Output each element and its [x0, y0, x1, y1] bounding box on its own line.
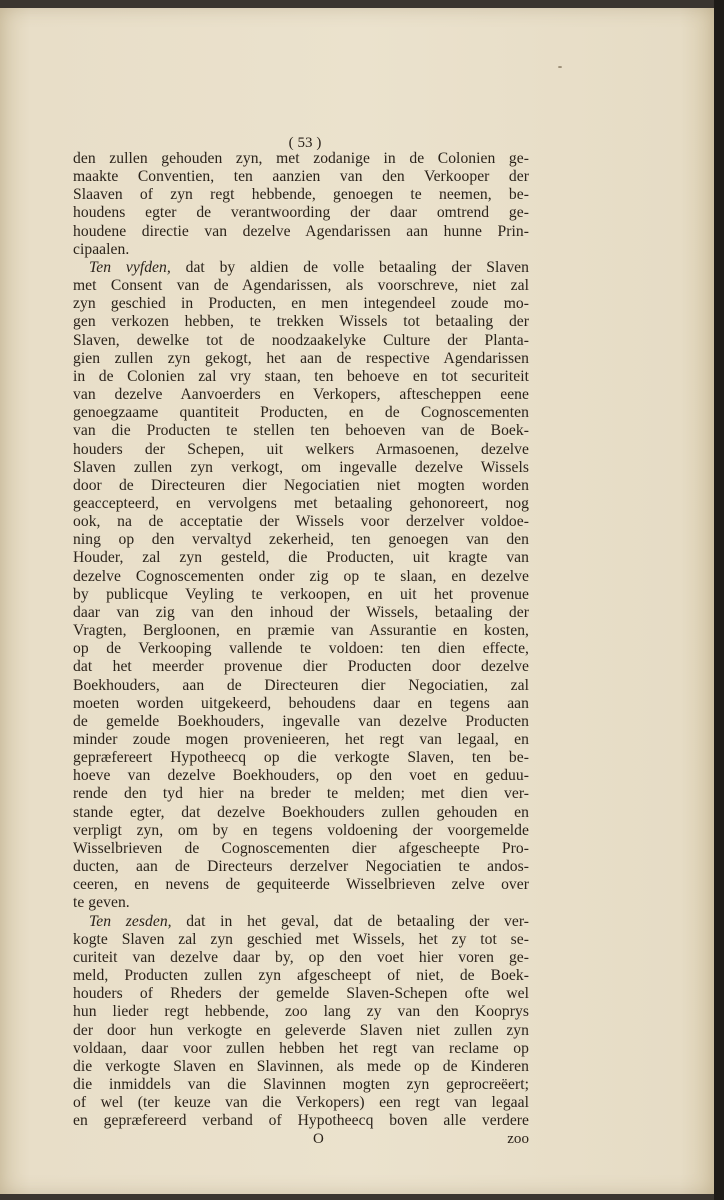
- text-block: [73, 132, 529, 1150]
- text-line: ning op den vervaltyd zekerheid, ten genoegen van den: [73, 531, 529, 549]
- text-line: verpligt zyn, om by en tegens voldoening der voorgemelde: [73, 821, 529, 839]
- text-line: houdene directie van dezelve Agendarissen aan hunne Prin-: [73, 222, 529, 240]
- catchword: zoo: [507, 1131, 529, 1148]
- paragraph-ten-vyfden: [73, 259, 529, 913]
- text-line: Houder, zal zyn gesteld, die Producten, uit kragte van: [73, 549, 529, 567]
- text-line: te geven.: [73, 894, 130, 912]
- text-line: of wel (ter keuze van die Verkopers) een regt van legaal: [73, 1094, 529, 1112]
- text-line: in de Colonien zal vry staan, ten behoeve en tot securiteit: [73, 367, 529, 385]
- text-line: zyn geschied in Producten, en men integendeel zoude mo-: [73, 295, 529, 313]
- page-number: ( 53 ): [288, 135, 322, 151]
- scan-edge: [714, 0, 724, 1200]
- text-line: genoegzaame quantiteit Producten, en de Cognoscementen: [73, 404, 529, 422]
- paper-speck: [558, 66, 562, 68]
- text-line: dat het meerder provenue dier Producten door dezelve: [73, 658, 529, 676]
- text-line: ducten, aan de Directeurs derzelver Negociatien te andos-: [73, 858, 529, 876]
- paragraph-lead: Ten vyfden,: [89, 258, 171, 276]
- text-line: van die Producten te stellen ten behoeven van de Boek-: [73, 422, 529, 440]
- text-line: [73, 913, 529, 931]
- text-line: dezelve Cognoscementen onder zig op te slaan, en dezelve: [73, 567, 529, 585]
- text-line: houdens egter de verantwoording der daar omtrend ge-: [73, 204, 529, 222]
- page-footer: [73, 1130, 529, 1150]
- text-line: geaccepteerd, en vervolgens met betaaling gehonoreert, nog: [73, 494, 529, 512]
- text-line: ceeren, en nevens de gequiteerde Wisselbrieven zelve over: [73, 876, 529, 894]
- text-line: van dezelve Aanvoerders en Verkopers, aftescheppen eene: [73, 386, 529, 404]
- text-line: Wisselbrieven de Cognoscementen dier afgescheepte Pro-: [73, 839, 529, 857]
- text-line: houders der Schepen, uit welkers Armasoenen, dezelve: [73, 440, 529, 458]
- text-line: gien zullen zyn gekogt, het aan de respective Agendarissen: [73, 349, 529, 367]
- text-line: met Consent van de Agendarissen, als voorschreve, niet zal: [73, 277, 529, 295]
- text-line: en gepræfereerd verband of Hypotheecq boven alle verdere: [73, 1112, 529, 1130]
- text-line: die inmiddels van die Slavinnen mogten zyn geprocreëert;: [73, 1075, 529, 1093]
- text-line: ook, na de acceptatie der Wissels voor derzelver voldoe-: [73, 513, 529, 531]
- text-line-rest: dat in het geval, dat de betaaling der ver-: [186, 912, 529, 930]
- text-line: Boekhouders, aan de Directeuren dier Negociatien, zal: [73, 676, 529, 694]
- text-line: hoeve van dezelve Boekhouders, op den voet en geduu-: [73, 767, 529, 785]
- text-line: op de Verkooping vallende te voldoen: ten dien effecte,: [73, 640, 529, 658]
- text-line: Slaven zullen zyn verkogt, om ingevalle dezelve Wissels: [73, 458, 529, 476]
- text-line: de gemelde Boekhouders, ingevalle van dezelve Producten: [73, 712, 529, 730]
- text-line: Vragten, Bergloonen, en præmie van Assurantie en kosten,: [73, 622, 529, 640]
- text-line: voldaan, daar voor zullen hebben het regt van reclame op: [73, 1039, 529, 1057]
- paragraph-lead: Ten zesden,: [89, 912, 172, 930]
- text-line: by publicque Veyling te verkoopen, en uit het provenue: [73, 585, 529, 603]
- text-line: cipaalen.: [73, 240, 130, 258]
- text-line-rest: dat by aldien de volle betaaling der Slaven: [185, 258, 529, 276]
- text-line: minder zoude mogen provenieeren, het regt van legaal, en: [73, 731, 529, 748]
- text-line: meld, Producten zullen zyn afgescheept of niet, de Boek-: [73, 967, 529, 985]
- text-line: die verkogte Slaven en Slavinnen, als mede op de Kinderen: [73, 1057, 529, 1075]
- text-line: door de Directeuren dier Negociatien niet mogten worden: [73, 476, 529, 494]
- text-line: gepræfereert Hypotheecq op die verkogte Slaven, ten be-: [73, 749, 529, 767]
- text-line: der door hun verkogte en geleverde Slaven niet zullen zyn: [73, 1021, 529, 1039]
- book-page: [0, 8, 714, 1194]
- text-line: den zullen gehouden zyn, met zodanige in de Colonien ge-: [73, 150, 529, 167]
- text-line: rende den tyd hier na breder te melden; met dien ver-: [73, 785, 529, 803]
- paragraph-ten-zesden: [73, 913, 529, 1131]
- paragraph-continuation: [73, 150, 529, 259]
- signature-mark: O: [313, 1131, 324, 1148]
- text-line: curiteit van dezelve daar by, op den voet hier voren ge-: [73, 948, 529, 966]
- text-line: hun lieder regt hebbende, zoo lang zy van den Kooprys: [73, 1003, 529, 1021]
- text-line: Slaaven of zyn regt hebbende, genoegen te neemen, be-: [73, 186, 529, 204]
- text-line: kogte Slaven zal zyn geschied met Wissels, het zy tot se-: [73, 930, 529, 948]
- text-line: stande egter, dat dezelve Boekhouders zullen gehouden en: [73, 803, 529, 821]
- text-line: moeten worden uitgekeerd, behoudens daar en tegens aan: [73, 694, 529, 712]
- text-line: houders of Rheders der gemelde Slaven-Schepen ofte wel: [73, 985, 529, 1003]
- text-line: Slaven, dewelke tot de noodzaakelyke Culture der Planta-: [73, 331, 529, 349]
- text-line: [73, 259, 529, 277]
- text-line: maakte Conventien, ten aanzien van den Verkooper der: [73, 168, 529, 186]
- text-line: daar van zig van den inhoud der Wissels, betaaling der: [73, 603, 529, 621]
- text-line: gen verkozen hebben, te trekken Wissels tot betaaling der: [73, 313, 529, 331]
